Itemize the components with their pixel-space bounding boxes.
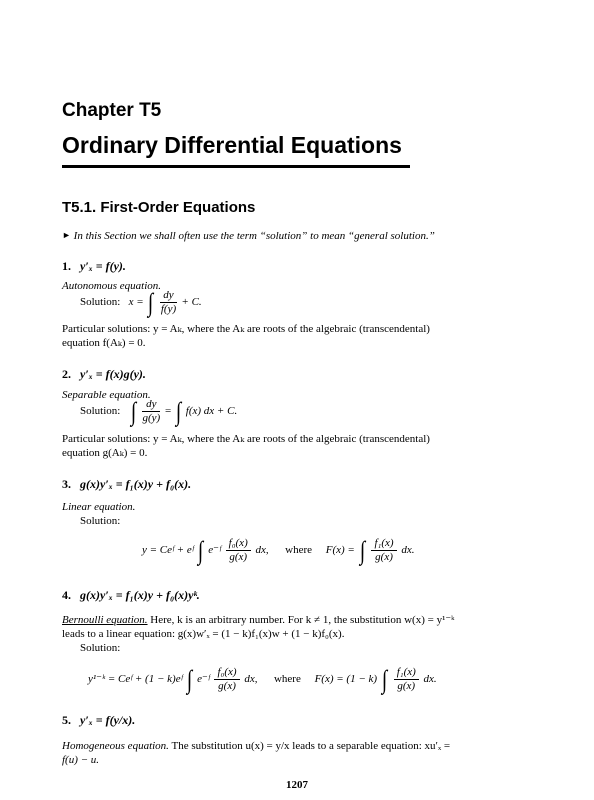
eq4-where: where (273, 673, 301, 686)
eq3-exp: e⁻ᶠ (208, 544, 221, 557)
chapter-title: Ordinary Differential Equations (62, 132, 402, 158)
page-number: 1207 (286, 779, 308, 791)
eq4-number: 4. (62, 588, 71, 602)
eq3-denominator: g(x) (229, 551, 248, 563)
integral-sign: ∫ (130, 396, 136, 426)
eq2-equation: y′ₓ = f(x)g(y). (80, 367, 146, 381)
eq4-desc-cont: leads to a linear equation: g(x)w′ₓ = (1 − k)f₁(x)w + (1 − k)f₀(x). (62, 628, 345, 640)
eq2-particular-cont: equation g(Aₖ) = 0. (62, 447, 148, 459)
eq4-desc (62, 613, 455, 627)
eq1-particular: Particular solutions: y = Aₖ, where the Aₖ are roots of the algebraic (transcendental) (62, 323, 430, 335)
eq1-heading (62, 259, 126, 274)
eq2-type: Separable equation. (62, 389, 151, 401)
eq3-formula (142, 537, 414, 564)
eq1-tail: + C. (181, 296, 202, 309)
eq3-fraction (226, 537, 251, 564)
eq1-denominator: f(y) (160, 303, 177, 315)
eq2-solution (80, 398, 237, 425)
eq3-equation: g(x)y′ₓ = f₁(x)y + f₀(x). (80, 477, 192, 491)
eq4-numerator: f₀(x) (214, 666, 239, 680)
eq2-equals: = (164, 405, 172, 418)
eq1-solution-label: Solution: (80, 296, 121, 309)
eq4-formula (88, 666, 437, 693)
eq2-fraction (142, 398, 160, 425)
triangle-marker-icon: ► (62, 230, 71, 240)
eq4-numerator-2: f₁(x) (394, 666, 419, 680)
eq1-type: Autonomous equation. (62, 280, 161, 292)
eq4-fraction-2 (394, 666, 419, 693)
chapter-label: Chapter T5 (62, 100, 162, 121)
eq3-number: 3. (62, 477, 71, 491)
eq3-where: where (285, 544, 312, 557)
eq1-number: 1. (62, 259, 71, 273)
integral-sign: ∫ (359, 535, 365, 565)
eq4-desc-text: Here, k is an arbitrary number. For k ≠ 1, the substitution w(x) = y¹⁻ᵏ (150, 614, 455, 626)
eq4-denominator: g(x) (218, 680, 236, 692)
eq3-denominator-2: g(x) (375, 551, 393, 563)
eq4-denominator-2: g(x) (397, 680, 416, 692)
eq3-dx-2: dx. (401, 544, 415, 557)
eq4-F: F(x) = (1 − k) (314, 673, 378, 686)
eq3-fraction-2 (371, 537, 396, 564)
eq5-desc-cont: f(u) − u. (62, 754, 100, 766)
eq3-lhs: y = Ceᶠ + eᶠ (142, 544, 194, 557)
eq2-solution-label: Solution: (80, 405, 121, 418)
eq1-solution (80, 289, 202, 316)
eq5-type: Homogeneous equation. (62, 740, 169, 752)
eq4-equation: g(x)y′ₓ = f₁(x)y + f₀(x)yᵏ. (80, 588, 200, 602)
eq1-particular-cont: equation f(Aₖ) = 0. (62, 337, 146, 349)
eq4-type: Bernoulli equation. (62, 614, 148, 626)
eq2-number: 2. (62, 367, 71, 381)
section-intro (62, 229, 435, 243)
eq4-solution-label: Solution: (80, 642, 121, 654)
eq3-numerator: f₀(x) (226, 537, 251, 551)
eq4-heading (62, 588, 200, 603)
eq1-equation: y′ₓ = f(y). (80, 259, 126, 273)
eq4-dx-2: dx. (423, 673, 437, 686)
integral-sign: ∫ (148, 287, 154, 317)
eq5-equation: y′ₓ = f(y/x). (80, 713, 136, 727)
eq2-tail: f(x) dx + C. (185, 405, 238, 418)
eq5-number: 5. (62, 713, 71, 727)
chapter-rule (62, 165, 410, 168)
integral-sign: ∫ (175, 396, 182, 426)
eq1-lhs: x = (128, 296, 144, 309)
eq4-dx: dx, (244, 673, 258, 686)
eq2-heading (62, 367, 146, 382)
eq3-heading (62, 477, 191, 492)
eq4-lhs: y¹⁻ᵏ = Ceᶠ + (1 − k)eᶠ (88, 673, 183, 686)
integral-sign: ∫ (381, 664, 388, 694)
integral-sign: ∫ (198, 535, 204, 565)
eq4-exp: e⁻ᶠ (197, 673, 210, 686)
integral-sign: ∫ (187, 664, 193, 694)
eq3-solution-label: Solution: (80, 515, 121, 527)
eq5-desc (62, 739, 450, 753)
eq3-F: F(x) = (325, 544, 355, 557)
eq2-numerator: dy (142, 398, 160, 412)
eq2-denominator: g(y) (142, 412, 161, 424)
eq4-fraction (214, 666, 239, 693)
eq1-numerator: dy (160, 289, 176, 303)
eq1-fraction (160, 289, 176, 316)
section-intro-text: In this Section we shall often use the term “solution” to mean “general solution.” (73, 230, 435, 242)
eq2-particular: Particular solutions: y = Aₖ, where the Aₖ are roots of the algebraic (transcendental) (62, 433, 430, 445)
section-title: T5.1. First-Order Equations (62, 199, 256, 216)
eq5-heading (62, 713, 135, 728)
eq5-desc-text: The substitution u(x) = y/x leads to a separable equation: xu′ₓ = (171, 740, 451, 752)
eq3-dx: dx, (255, 544, 269, 557)
eq3-type: Linear equation. (62, 501, 136, 513)
eq3-numerator-2: f₁(x) (371, 537, 396, 551)
